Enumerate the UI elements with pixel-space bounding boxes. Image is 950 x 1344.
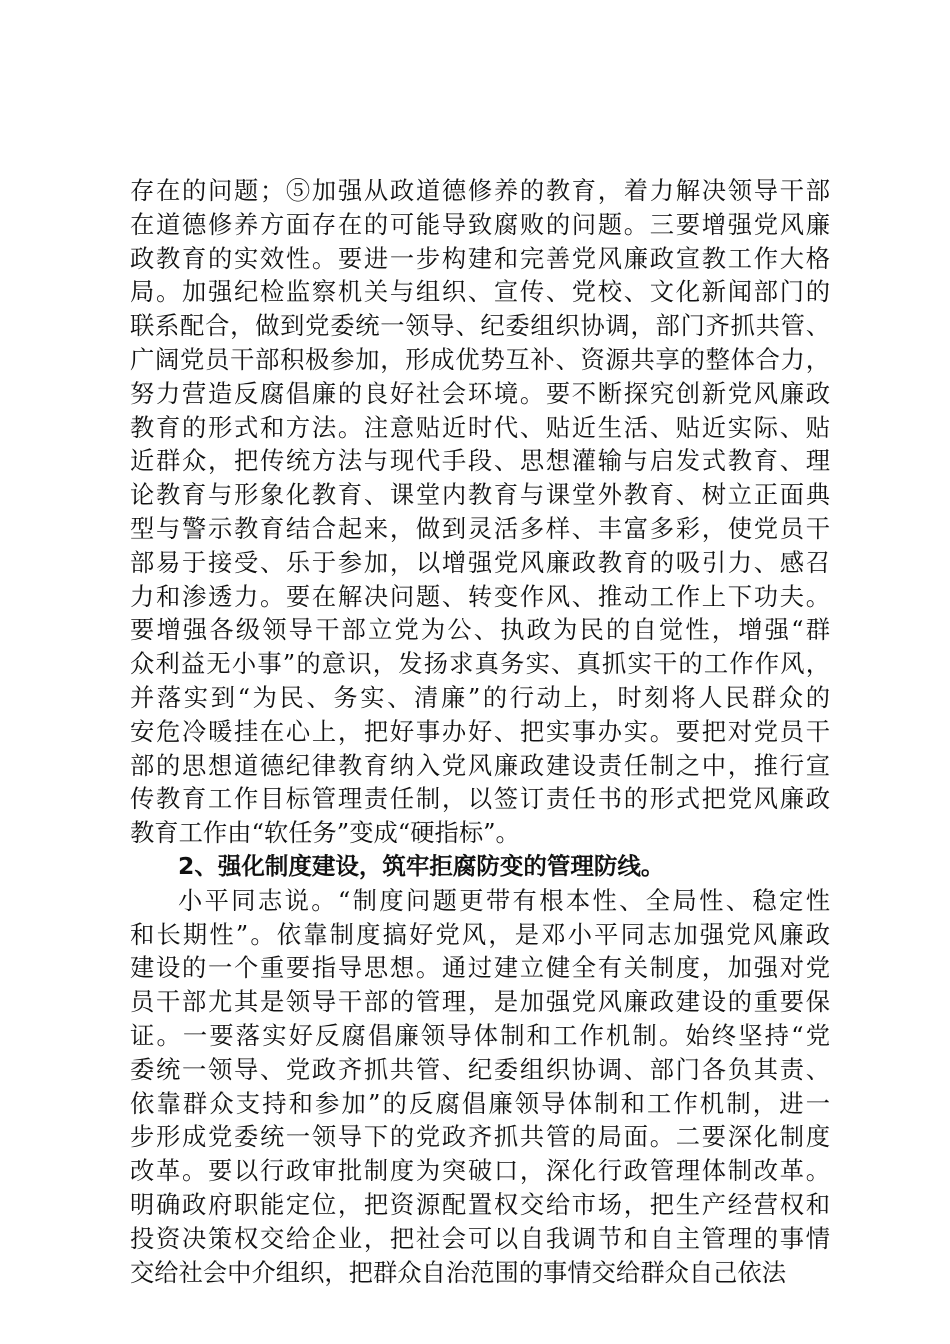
text-line: 广阔党员干部积极参加，形成优势互补、资源共享的整体合力， xyxy=(130,344,830,374)
text-line: 依靠群众支持和参加”的反腐倡廉领导体制和工作机制，进一 xyxy=(130,1088,830,1118)
body-paragraph xyxy=(130,884,830,1290)
text-line: 力和渗透力。要在解决问题、转变作风、推动工作上下功夫。 xyxy=(130,581,830,611)
text-line: 传教育工作目标管理责任制，以签订责任书的形式把党风廉政 xyxy=(130,784,830,814)
text-line: 在道德修养方面存在的可能导致腐败的问题。三要增强党风廉 xyxy=(130,209,830,239)
text-line: 小平同志说。“制度问题更带有根本性、全局性、稳定性 xyxy=(178,885,830,915)
text-line: 教育工作由“软任务”变成“硬指标”。 xyxy=(130,818,520,848)
text-line: 明确政府职能定位，把资源配置权交给市场，把生产经营权和 xyxy=(130,1189,830,1219)
document-page xyxy=(130,174,830,1289)
text-line: 政教育的实效性。要进一步构建和完善党风廉政宣教工作大格 xyxy=(130,243,830,273)
text-line: 建设的一个重要指导思想。通过建立健全有关制度，加强对党 xyxy=(130,953,830,983)
text-line: 2、强化制度建设，筑牢拒腐防变的管理防线。 xyxy=(178,851,665,880)
body-paragraph xyxy=(130,174,830,850)
text-line: 安危冷暖挂在心上，把好事办好、把实事办实。要把对党员干 xyxy=(130,716,830,746)
text-line: 众利益无小事”的意识，发扬求真务实、真抓实干的工作作风， xyxy=(130,649,830,679)
text-line: 改革。要以行政审批制度为突破口，深化行政管理体制改革。 xyxy=(130,1156,830,1186)
text-line: 证。一要落实好反腐倡廉领导体制和工作机制。始终坚持“党 xyxy=(130,1020,830,1050)
text-line: 步形成党委统一领导下的党政齐抓共管的局面。二要深化制度 xyxy=(130,1122,830,1152)
text-line: 部的思想道德纪律教育纳入党风廉政建设责任制之中，推行宣 xyxy=(130,750,830,780)
section-heading xyxy=(130,850,830,884)
text-line: 型与警示教育结合起来，做到灵活多样、丰富多彩，使党员干 xyxy=(130,513,830,543)
text-line: 论教育与形象化教育、课堂内教育与课堂外教育、树立正面典 xyxy=(130,480,830,510)
text-line: 部易于接受、乐于参加，以增强党风廉政教育的吸引力、感召 xyxy=(130,547,830,577)
text-line: 投资决策权交给企业，把社会可以自我调节和自主管理的事情 xyxy=(130,1223,830,1253)
text-line: 教育的形式和方法。注意贴近时代、贴近生活、贴近实际、贴 xyxy=(130,412,830,442)
text-line: 存在的问题；⑤加强从政道德修养的教育，着力解决领导干部 xyxy=(130,176,830,205)
text-line: 和长期性”。依靠制度搞好党风，是邓小平同志加强党风廉政 xyxy=(130,919,830,949)
text-line: 局。加强纪检监察机关与组织、宣传、党校、文化新闻部门的 xyxy=(130,277,830,307)
text-line: 交给社会中介组织，把群众自治范围的事情交给群众自己依法 xyxy=(130,1257,787,1287)
text-line: 员干部尤其是领导干部的管理，是加强党风廉政建设的重要保 xyxy=(130,987,830,1017)
text-line: 要增强各级领导干部立党为公、执政为民的自觉性，增强“群 xyxy=(130,615,830,645)
text-line: 联系配合，做到党委统一领导、纪委组织协调，部门齐抓共管、 xyxy=(130,311,830,341)
text-line: 委统一领导、党政齐抓共管、纪委组织协调、部门各负其责、 xyxy=(130,1054,830,1084)
text-line: 努力营造反腐倡廉的良好社会环境。要不断探究创新党风廉政 xyxy=(130,378,830,408)
text-line: 并落实到“为民、务实、清廉”的行动上，时刻将人民群众的 xyxy=(130,682,830,712)
text-line: 近群众，把传统方法与现代手段、思想灌输与启发式教育、理 xyxy=(130,446,830,476)
